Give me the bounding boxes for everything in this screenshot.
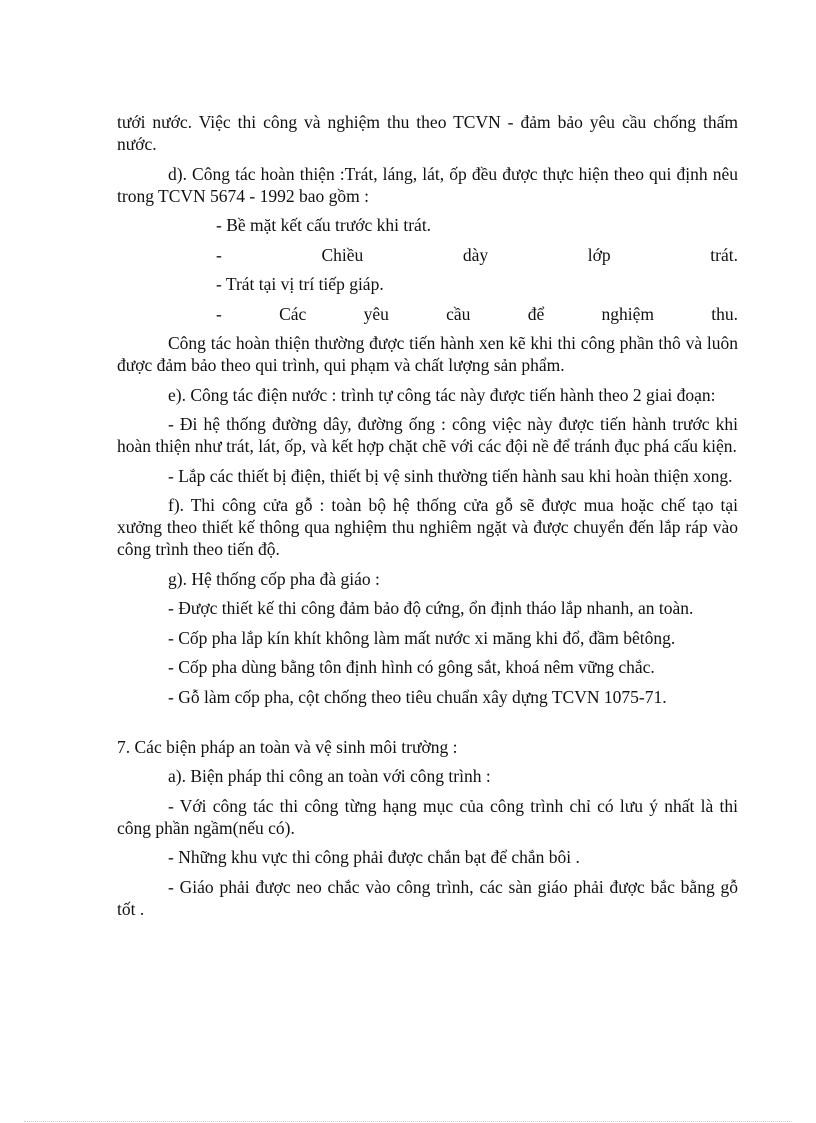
word: trát.: [710, 244, 738, 265]
list-item-formwork-steel: - Cốp pha dùng bằng tôn định hình có gông sắt, khoá nêm vững chắc.: [168, 657, 655, 677]
word: để: [527, 303, 545, 324]
word: -: [216, 303, 222, 324]
word: yêu: [363, 303, 389, 324]
page-bottom-divider: [24, 1121, 792, 1122]
list-item-formwork-tight: - Cốp pha lắp kín khít không làm mất nước xi măng khi đổ, đầm bêtông.: [168, 627, 676, 648]
list-item-scaffold-anchoring: - Giáo phải được neo chắc vào công trình, các sàn giáo phải được bắc bằng gỗ tốt .: [117, 876, 738, 919]
list-item-formwork-timber: - Gỗ làm cốp pha, cột chống theo tiêu chuẩn xây dựng TCVN 1075-71.: [168, 686, 667, 707]
word: thu.: [711, 303, 738, 324]
list-item-plaster-thickness: [216, 244, 738, 266]
paragraph-wooden-doors: f). Thi công cửa gỗ : toàn bộ hệ thống cửa gỗ sẽ được mua hoặc chế tạo tại xưởng theo thiết kế thông qua nghiệm thu nghiêm ngặt và được chuyển đến lắp ráp vào công trình theo tiến độ.: [117, 495, 738, 559]
list-item-plaster-joints: - Trát tại vị trí tiếp giáp.: [216, 274, 384, 294]
word: lớp: [587, 244, 611, 265]
list-item-tarpaulin-screening: - Những khu vực thi công phải được chắn bạt để chắn bôi .: [168, 847, 580, 867]
list-item-acceptance-requirements: [216, 303, 738, 325]
list-item-underground-work: - Với công tác thi công từng hạng mục của công trình chỉ có lưu ý nhất là thi công phần ngầm(nếu có).: [117, 795, 738, 838]
list-item-fixture-installation: - Lắp các thiết bị điện, thiết bị vệ sinh thường tiến hành sau khi hoàn thiện xong.: [168, 465, 733, 486]
paragraph-waterproofing: tưới nước. Việc thi công và nghiệm thu theo TCVN - đảm bảo yêu cầu chống thấm nước.: [117, 112, 738, 154]
word: nghiệm: [601, 303, 654, 324]
paragraph-formwork-scaffolding: g). Hệ thống cốp pha đà giáo :: [168, 568, 380, 589]
document-body: [117, 111, 738, 927]
paragraph-electrical-plumbing: e). Công tác điện nước : trình tự công tác này được tiến hành theo 2 giai đoạn:: [168, 384, 716, 405]
word: -: [216, 244, 222, 265]
section-heading-safety-environment: 7. Các biện pháp an toàn và vệ sinh môi trường :: [117, 736, 458, 757]
word: cầu: [446, 303, 471, 324]
list-item-wiring-piping: - Đi hệ thống đường dây, đường ống : công việc này được tiến hành trước khi hoàn thiện như trát, lát, ốp, và kết hợp chặt chẽ với các đội nề để tránh đục phá cấu kiện.: [117, 414, 738, 456]
paragraph-safety-measures: a). Biện pháp thi công an toàn với công trình :: [168, 766, 491, 786]
word: Chiều: [321, 244, 364, 265]
paragraph-finishing-work: d). Công tác hoàn thiện :Trát, láng, lát, ốp đều được thực hiện theo qui định nêu trong TCVN 5674 - 1992 bao gồm :: [117, 163, 738, 206]
list-item-surface-before-plaster: - Bề mặt kết cấu trước khi trát.: [216, 215, 432, 235]
word: dày: [462, 244, 489, 265]
paragraph-finishing-interleaved: Công tác hoàn thiện thường được tiến hành xen kẽ khi thi công phần thô và luôn được đảm bảo theo qui trình, qui phạm và chất lượng sản phẩm.: [117, 333, 738, 375]
word: Các: [279, 303, 307, 324]
list-item-formwork-design: - Được thiết kế thi công đảm bảo độ cứng, ổn định tháo lắp nhanh, an toàn.: [168, 598, 694, 618]
